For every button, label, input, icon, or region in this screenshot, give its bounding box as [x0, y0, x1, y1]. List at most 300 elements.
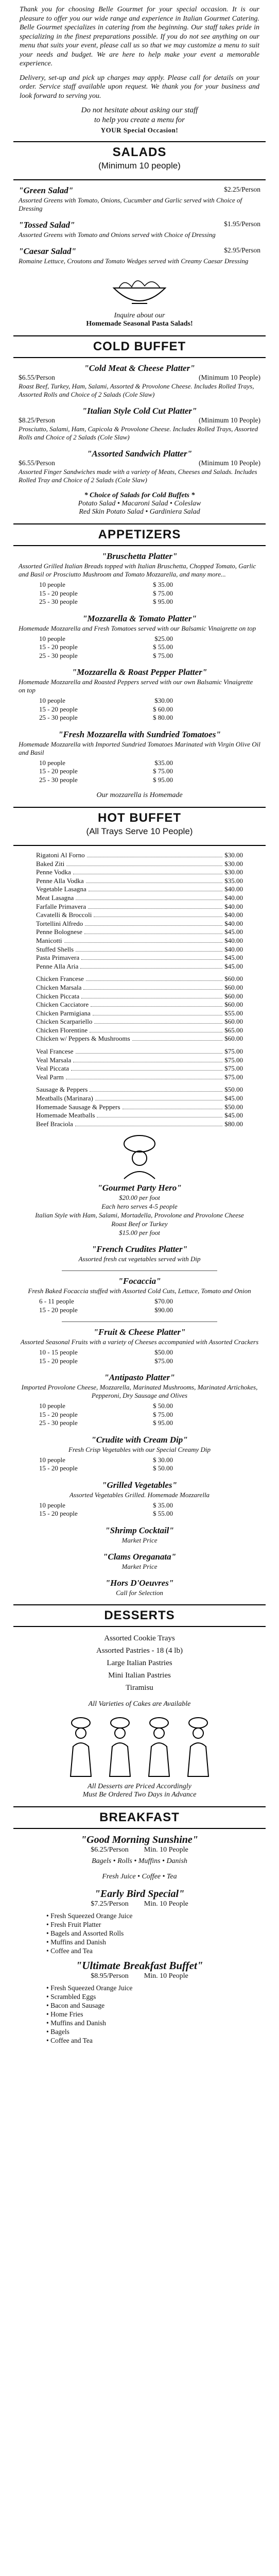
chef-figure-icon [63, 1716, 99, 1777]
serving-size: 25 - 30 people [39, 1419, 78, 1427]
salad-item-header [19, 185, 260, 196]
special-name: "Gourmet Party Hero" [97, 1183, 182, 1193]
dish-name: Veal Parm [36, 1073, 64, 1081]
dish-price: $80.00 [224, 1120, 243, 1128]
cold-buffet-minimum: (Minimum 10 People) [199, 374, 260, 381]
dish-name: Chicken Parmigiana [36, 1009, 91, 1017]
cold-buffet-list [0, 363, 279, 484]
serving-price: $50.00 [154, 1348, 173, 1357]
appetizer-description: Homemade Mozzarella with Imported Sundried Tomatoes Marinated with Virgin Olive Oil and Basil [19, 740, 260, 756]
appetizer-item [19, 551, 260, 606]
special-description: Each hero serves 4-5 people [101, 1202, 178, 1211]
size-price-list [39, 1456, 260, 1473]
special-item [19, 1244, 260, 1263]
serving-size: 15 - 20 people [39, 1464, 78, 1472]
breakfast-name: "Good Morning Sunshine" [81, 1834, 198, 1845]
call-to-action [0, 106, 279, 135]
hot-buffet-row [36, 1111, 243, 1120]
special-description: Imported Provolone Cheese, Mozzarella, Marinated Mushrooms, Marinated Artichokes, Pepperoni, Dry Sausage and Olives [21, 1383, 258, 1400]
size-price-row [39, 581, 173, 589]
chef-figure-icon [180, 1716, 216, 1777]
serving-size: 10 people [39, 758, 65, 767]
hot-buffet-row [36, 992, 243, 1001]
serving-price: $ 50.00 [153, 1464, 173, 1472]
hot-buffet-row [36, 1001, 243, 1009]
dish-price: $30.00 [224, 851, 243, 859]
hot-buffet-row [36, 885, 243, 894]
dot-leader [91, 1006, 222, 1007]
size-price-list [39, 759, 260, 785]
special-item [19, 1372, 260, 1428]
salads-title: SALADS [112, 145, 167, 159]
desserts-footer-1: All Desserts are Priced Accordingly [88, 1782, 191, 1790]
dot-leader [76, 951, 222, 952]
hot-buffet-table [36, 851, 243, 1128]
salad-item-header [19, 246, 260, 257]
special-name: "Focaccia" [118, 1276, 161, 1286]
desserts-footer [19, 1783, 260, 1799]
serving-size: 15 - 20 people [39, 767, 78, 775]
appetizer-name: "Mozzarella & Tomato Platter" [82, 613, 197, 623]
dish-name: Vegetable Lasagna [36, 885, 86, 893]
dot-leader [132, 1040, 223, 1041]
desserts-footer-2: Must Be Ordered Two Days in Advance [82, 1790, 197, 1799]
size-price-row [39, 1510, 173, 1518]
special-name: "Grilled Vegetables" [102, 1480, 177, 1490]
breakfast-item [0, 1888, 279, 1955]
serving-size: 15 - 20 people [39, 1306, 78, 1314]
size-price-row [39, 776, 173, 785]
serving-price: $ 60.00 [153, 705, 173, 713]
size-price-row [39, 589, 173, 598]
special-extra-1: Roast Beef or Turkey [111, 1220, 168, 1228]
cold-buffet-item [19, 449, 260, 484]
cold-choice-title: * Choice of Salads for Cold Buffets * [84, 492, 195, 499]
serving-price: $25.00 [154, 634, 173, 642]
special-name: "Fruit & Cheese Platter" [93, 1327, 186, 1337]
breakfast-bullet: • Bacon and Sausage [46, 2001, 279, 2010]
appetizer-name: "Bruschetta Platter" [101, 551, 178, 561]
size-price-list [39, 1501, 260, 1518]
call-line-1: Do not hesitate about asking our staff [81, 106, 198, 114]
cold-buffet-price-row [19, 374, 260, 382]
serving-size: 15 - 20 people [39, 589, 78, 597]
dessert-item: Assorted Cookie Trays [104, 1634, 175, 1642]
serving-size: 15 - 20 people [39, 1510, 78, 1518]
dish-price: $30.00 [224, 859, 243, 868]
dish-price: $40.00 [224, 893, 243, 902]
cold-choice-line-1: Potato Salad • Macaroni Salad • Coleslaw [78, 500, 201, 507]
cold-buffet-header [13, 335, 266, 358]
breakfast-bullet: • Scrambled Eggs [46, 1992, 279, 2001]
breakfast-bullet: • Fresh Squeezed Orange Juice [46, 1984, 279, 1992]
hot-buffet-row [36, 1056, 243, 1065]
dish-price: $40.00 [224, 911, 243, 919]
breakfast-item [0, 1834, 279, 1881]
special-item [19, 1327, 260, 1365]
salad-price: $1.95/Person [224, 220, 260, 228]
special-price: $20.00 per foot [119, 1194, 160, 1202]
breakfast-price: $7.25/Person [91, 1900, 129, 1908]
cold-buffet-item [19, 406, 260, 442]
appetizer-item [19, 667, 260, 722]
salad-item-header [19, 220, 260, 230]
hot-buffet-row [36, 928, 243, 937]
serving-price: $ 95.00 [153, 775, 173, 784]
hot-buffet-row [36, 937, 243, 945]
serving-price: $75.00 [154, 1357, 173, 1365]
size-price-row [39, 697, 173, 705]
serving-size: 15 - 20 people [39, 705, 78, 713]
dish-name: Penne Alla Aria [36, 962, 79, 970]
serving-price: $ 75.00 [153, 651, 173, 659]
serving-price: $ 55.00 [153, 1510, 173, 1518]
group-spacer [36, 1081, 243, 1086]
special-name: "Crudite with Cream Dip" [91, 1434, 188, 1445]
size-price-list [39, 581, 260, 606]
size-price-row [39, 1456, 173, 1465]
breakfast-bullet: • Muffins and Danish [46, 1938, 279, 1946]
serving-size: 15 - 20 people [39, 643, 78, 651]
cold-buffet-description: Assorted Finger Sandwiches made with a variety of Meats, Cheeses and Salads. Includes Rolled Tray and Choice of 2 Salads (Cole Slaw) [19, 468, 257, 484]
dish-price: $60.00 [224, 983, 243, 991]
special-name: "French Crudites Platter" [91, 1244, 188, 1255]
desserts-header [13, 1604, 266, 1627]
breakfast-bullet: • Bagels [46, 2027, 279, 2036]
special-description: Call for Selection [116, 1588, 163, 1597]
dot-leader [86, 980, 222, 981]
cold-buffet-name: "Cold Meat & Cheese Platter" [84, 363, 195, 373]
salads-subtitle: (Minimum 10 people) [98, 161, 181, 171]
salad-name: "Tossed Salad" [19, 220, 75, 230]
breakfast-name: "Early Bird Special" [94, 1888, 185, 1900]
appetizer-name: "Mozzarella & Roast Pepper Platter" [72, 667, 207, 677]
breakfast-minimum: Min. 10 People [144, 1845, 188, 1854]
dish-price: $45.00 [224, 1094, 243, 1103]
dessert-item: Mini Italian Pastries [108, 1671, 171, 1680]
hot-buffet-row [36, 1103, 243, 1112]
hot-buffet-row [36, 984, 243, 992]
appetizers-note: Our mozzarella is Homemade [96, 791, 183, 799]
special-item [19, 1276, 260, 1314]
salad-item [19, 220, 260, 239]
size-price-row [39, 643, 173, 652]
size-price-row [39, 598, 173, 606]
special-description: Assorted fresh cut vegetables served with Dip [78, 1255, 201, 1263]
intro-paragraph-2: Delivery, set-up and pick up charges may apply. Please call for details on your order. Service staff available upon request. We thank you for your business and look forward to serving you. [20, 74, 259, 100]
dish-price: $40.00 [224, 902, 243, 910]
special-item [19, 1435, 260, 1473]
special-description: Market Price [121, 1562, 158, 1570]
hot-buffet-row [36, 894, 243, 903]
dish-name: Farfalle Primavera [36, 902, 86, 910]
serving-price: $ 80.00 [153, 714, 173, 721]
dish-name: Veal Piccata [36, 1064, 69, 1073]
dish-name: Chicken Marsala [36, 983, 82, 991]
breakfast-price: $8.95/Person [91, 1972, 129, 1980]
breakfast-minimum: Min. 10 People [144, 1972, 188, 1980]
breakfast-line: Fresh Juice • Coffee • Tea [102, 1872, 177, 1880]
dessert-item: Large Italian Pastries [107, 1658, 172, 1667]
salad-item [19, 185, 260, 213]
dish-name: Baked Ziti [36, 859, 65, 868]
appetizers-header [13, 523, 266, 546]
dish-name: Meat Lasagna [36, 893, 74, 902]
breakfast-line: Bagels • Rolls • Muffins • Danish [92, 1857, 187, 1865]
serving-size: 6 - 11 people [39, 1297, 74, 1306]
serving-size: 10 people [39, 1402, 65, 1410]
serving-size: 10 people [39, 581, 65, 588]
breakfast-list [0, 1834, 279, 2045]
special-description: Fresh Baked Focaccia stuffed with Assorted Cold Cuts, Lettuce, Tomato and Onion [28, 1287, 251, 1295]
dish-name: Beef Braciola [36, 1120, 73, 1128]
appetizer-name: "Fresh Mozzarella with Sundried Tomatoes" [58, 729, 221, 739]
salad-price: $2.95/Person [224, 246, 260, 254]
special-item [19, 1183, 260, 1237]
size-price-list [39, 697, 260, 722]
hot-buffet-row [36, 1086, 243, 1094]
breakfast-header [13, 1806, 266, 1829]
hot-buffet-row [36, 860, 243, 869]
dish-name: Homemade Sausage & Peppers [36, 1103, 120, 1111]
hot-buffet-row [36, 868, 243, 877]
hot-buffet-row [36, 1009, 243, 1018]
dish-price: $75.00 [224, 1056, 243, 1064]
dish-name: Chicken Scarpariello [36, 1018, 93, 1026]
breakfast-bullets [46, 1911, 279, 1955]
dish-name: Homemade Meatballs [36, 1111, 95, 1120]
salad-item [19, 246, 260, 265]
serving-price: $ 75.00 [153, 1410, 173, 1418]
salad-description: Romaine Lettuce, Croutons and Tomato Wedges served with Creamy Caesar Dressing [19, 257, 249, 265]
cold-choice-line-2: Red Skin Potato Salad • Gardiniera Salad [79, 508, 200, 516]
serving-price: $ 75.00 [153, 767, 173, 775]
appetizer-description: Assorted Grilled Italian Breads topped with Italian Bruschetta, Chopped Tomato, Garlic and Basil or Prosciutto Mushroom and Tomato Mozzarella, and many more... [19, 562, 256, 578]
hot-buffet-row [36, 911, 243, 920]
salads-header [13, 141, 266, 180]
special-item [19, 1578, 260, 1597]
dish-price: $75.00 [224, 1073, 243, 1081]
dish-name: Penne Bolognese [36, 928, 82, 936]
size-price-row [39, 767, 173, 776]
hot-buffet-row [36, 1094, 243, 1103]
chef-figures [0, 1716, 279, 1777]
breakfast-item [0, 1959, 279, 2045]
breakfast-bullet: • Home Fries [46, 2010, 279, 2019]
size-price-list [39, 1402, 260, 1428]
salads-note [19, 312, 260, 328]
hot-buffet-row [36, 877, 243, 886]
serving-size: 10 people [39, 1501, 65, 1509]
serving-price: $70.00 [154, 1297, 173, 1306]
breakfast-bullet: • Fresh Fruit Platter [46, 1920, 279, 1929]
dish-price: $60.00 [224, 975, 243, 983]
serving-size: 10 people [39, 697, 65, 704]
dish-name: Manicotti [36, 936, 62, 944]
dish-name: Chicken Florentine [36, 1026, 88, 1034]
dish-name: Veal Francese [36, 1047, 74, 1056]
dish-price: $40.00 [224, 945, 243, 953]
dish-price: $55.00 [224, 1009, 243, 1017]
serving-price: $ 55.00 [153, 643, 173, 651]
appetizer-item [19, 730, 260, 785]
size-price-row [39, 1297, 173, 1306]
appetizer-description: Homemade Mozzarella and Fresh Tomatoes served with our Balsamic Vinaigrette on top [19, 624, 256, 632]
size-price-row [39, 1357, 173, 1366]
dish-price: $75.00 [224, 1047, 243, 1056]
appetizer-item [19, 614, 260, 660]
salad-price: $2.25/Person [224, 185, 260, 193]
serving-size: 10 - 15 people [39, 1348, 78, 1357]
breakfast-bullet: • Fresh Squeezed Orange Juice [46, 1911, 279, 1920]
cold-buffet-name: "Italian Style Cold Cut Platter" [82, 406, 197, 416]
size-price-row [39, 1402, 173, 1411]
breakfast-price: $6.25/Person [91, 1845, 129, 1854]
dot-leader [94, 1023, 222, 1024]
dish-price: $45.00 [224, 928, 243, 936]
hot-buffet-row [36, 1120, 243, 1129]
special-name: "Clams Oreganata" [102, 1551, 177, 1562]
dot-leader [83, 989, 222, 990]
salad-name: "Green Salad" [19, 185, 74, 195]
dot-leader [88, 908, 222, 909]
breakfast-bullet: • Coffee and Tea [46, 1946, 279, 1955]
dot-leader [64, 942, 223, 943]
special-extra-2: $15.00 per foot [119, 1229, 160, 1237]
hot-buffet-row [36, 954, 243, 962]
hot-buffet-row [36, 975, 243, 984]
hot-buffet-row [36, 1064, 243, 1073]
dish-name: Stuffed Shells [36, 945, 74, 953]
serving-size: 10 people [39, 634, 65, 642]
breakfast-price-row [0, 1846, 279, 1854]
breakfast-bullet: • Coffee and Tea [46, 2036, 279, 2045]
dish-price: $45.00 [224, 1111, 243, 1120]
cold-buffet-description: Roast Beef, Turkey, Ham, Salami, Assorted & Provolone Cheese. Includes Rolled Trays, Assorted Rolls and Choice of 2 Salads (Cole Slaw) [19, 382, 254, 398]
desserts-list [19, 1632, 260, 1694]
cold-buffet-title: COLD BUFFET [93, 340, 186, 353]
section-divider [62, 1270, 217, 1271]
salad-bowl-icon [109, 273, 170, 309]
breakfast-minimum: Min. 10 People [144, 1900, 188, 1908]
dish-price: $60.00 [224, 1001, 243, 1009]
special-item [19, 1526, 260, 1545]
dot-leader [76, 1053, 223, 1054]
desserts-title: DESSERTS [104, 1608, 175, 1622]
size-price-row [39, 705, 173, 714]
hot-buffet-row [36, 1073, 243, 1082]
special-name: "Hors D'Oeuvres" [105, 1578, 174, 1588]
hot-buffet-row [36, 1026, 243, 1035]
salads-list [0, 185, 279, 265]
salad-description: Assorted Greens with Tomato and Onions served with Choice of Dressing [19, 231, 216, 239]
serving-price: $35.00 [154, 758, 173, 767]
cold-buffet-minimum: (Minimum 10 People) [199, 416, 260, 424]
chef-figure-icon [102, 1716, 138, 1777]
hot-buffet-row [36, 920, 243, 928]
special-description: Market Price [121, 1536, 158, 1544]
dish-price: $60.00 [224, 1035, 243, 1043]
dish-price: $50.00 [224, 1103, 243, 1111]
dish-name: Chicken Francese [36, 975, 84, 983]
cold-buffet-price: $6.55/Person [19, 459, 55, 467]
desserts-note: All Varieties of Cakes are Available [88, 1700, 191, 1708]
dish-name: Tortellini Alfredo [36, 919, 83, 927]
serving-price: $90.00 [154, 1306, 173, 1314]
dish-name: Sausage & Peppers [36, 1086, 88, 1094]
cold-buffet-price: $8.25/Person [19, 416, 55, 424]
dot-leader [90, 1091, 222, 1092]
group-spacer [36, 1043, 243, 1047]
cold-buffet-price-row [19, 459, 260, 467]
size-price-row [39, 1419, 173, 1428]
size-price-row [39, 1464, 173, 1473]
dish-price: $50.00 [224, 1086, 243, 1094]
size-price-row [39, 1501, 173, 1510]
dish-name: Penne Alla Vodka [36, 876, 84, 885]
size-price-list [39, 1348, 260, 1365]
breakfast-price-row [0, 1900, 279, 1908]
size-price-row [39, 714, 173, 722]
intro [0, 0, 279, 100]
serving-price: $ 30.00 [153, 1455, 173, 1464]
cold-buffet-name: "Assorted Sandwich Platter" [86, 449, 193, 459]
appetizers-list [0, 551, 279, 784]
dish-name: Penne Vodka [36, 868, 71, 876]
dish-name: Chicken Piccata [36, 992, 80, 1000]
breakfast-bullets [46, 1984, 279, 2045]
dish-price: $60.00 [224, 992, 243, 1000]
dish-name: Cavatelli & Broccoli [36, 911, 92, 919]
serving-price: $30.00 [154, 697, 173, 704]
serving-size: 10 people [39, 1455, 65, 1464]
salad-name: "Caesar Salad" [19, 246, 76, 256]
size-price-list [39, 1297, 260, 1314]
dish-price: $45.00 [224, 954, 243, 962]
serving-price: $ 75.00 [153, 589, 173, 597]
hot-buffet-row [36, 903, 243, 911]
hot-buffet-row [36, 1047, 243, 1056]
special-description: Fresh Crisp Vegetables with our Special Creamy Dip [68, 1445, 211, 1453]
specials-list [0, 1183, 279, 1597]
breakfast-bullet: • Muffins and Danish [46, 2019, 279, 2027]
dish-price: $45.00 [224, 962, 243, 970]
intro-paragraph-1: Thank you for choosing Belle Gourmet for your special occasion. It is our pleasure to offer you our wide range and experience in Italian Gourmet Catering. Belle Gourmet specializes in catering from the beginning. Our staff takes pride in specializing in the finest preparations possible. If you do not see anything on our menu that suits your event, please call us so that we may customize a menu to suit your needs and budget. We are here to help make your event a memorable experience. [20, 6, 259, 67]
salad-description: Assorted Greens with Tomato, Onions, Cucumber and Garlic served with Choice of Dressing [19, 196, 242, 212]
size-price-row [39, 652, 173, 660]
serving-size: 25 - 30 people [39, 714, 78, 721]
cold-buffet-price: $6.55/Person [19, 374, 55, 381]
dish-price: $35.00 [224, 876, 243, 885]
hot-buffet-header [13, 807, 266, 846]
serving-size: 25 - 30 people [39, 651, 78, 659]
dish-price: $65.00 [224, 1026, 243, 1034]
serving-size: 15 - 20 people [39, 1410, 78, 1418]
call-line-3: YOUR Special Occasion! [100, 126, 179, 134]
dot-leader [85, 925, 222, 926]
dish-name: Rigatoni Al Forno [36, 851, 85, 859]
special-name: "Antipasto Platter" [104, 1372, 175, 1383]
dish-name: Meatballs (Marinara) [36, 1094, 93, 1103]
dot-leader [80, 968, 222, 969]
dish-price: $60.00 [224, 1018, 243, 1026]
size-price-row [39, 1348, 173, 1357]
dish-name: Chicken w/ Peppers & Mushrooms [36, 1035, 130, 1043]
hot-buffet-subtitle: (All Trays Serve 10 People) [86, 826, 193, 836]
cold-choice [19, 492, 260, 516]
dessert-item: Tiramisu [126, 1683, 153, 1692]
special-item [19, 1552, 260, 1571]
